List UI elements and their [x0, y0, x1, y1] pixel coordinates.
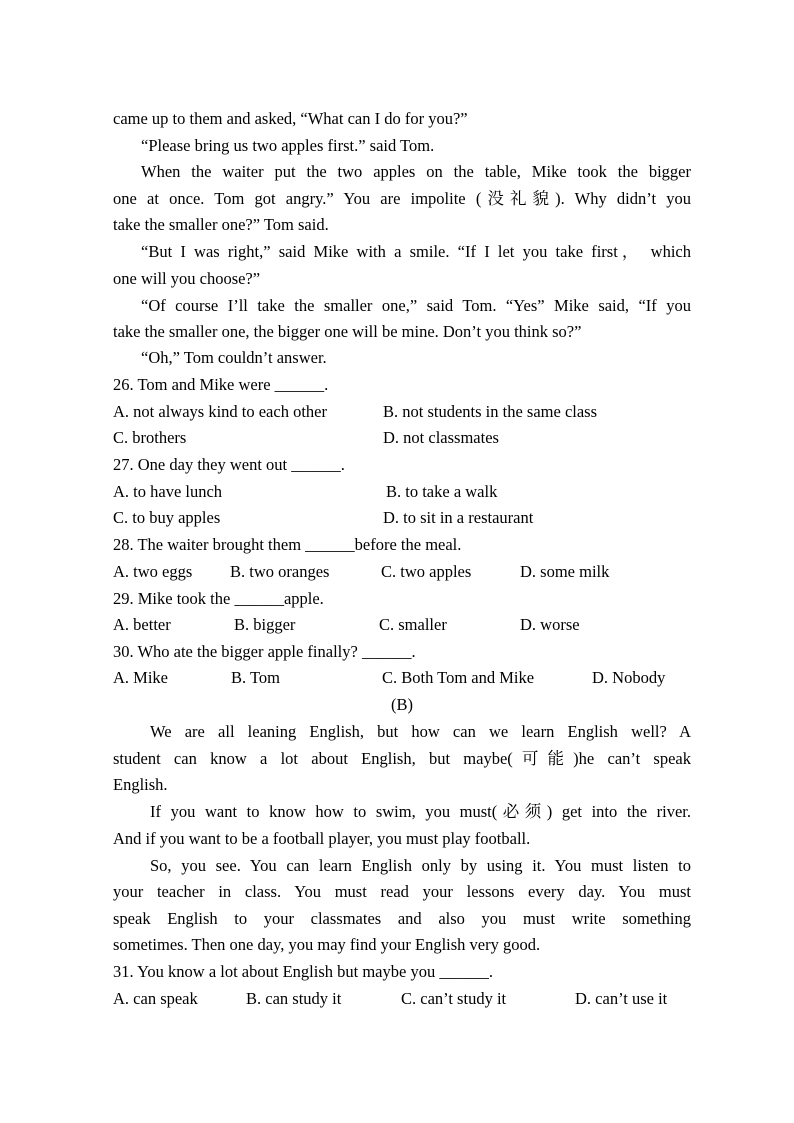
question-27-option-d[interactable]: D. to sit in a restaurant — [383, 508, 534, 527]
passage-b-line: So, you see. You can learn English only by using it. You must listen to — [150, 856, 691, 875]
passage-b-line: English. — [113, 775, 168, 794]
passage-b-line: student can know a lot about English, but maybe(可能)he can’t speak — [113, 749, 691, 768]
question-31-option-a[interactable]: A. can speak — [113, 989, 198, 1008]
question-28-option-c[interactable]: C. two apples — [381, 562, 472, 581]
passage-a-line: take the smaller one?” Tom said. — [113, 215, 329, 234]
section-b-heading: (B) — [391, 695, 413, 714]
question-26-stem: 26. Tom and Mike were ______. — [113, 375, 329, 394]
question-30-option-a[interactable]: A. Mike — [113, 668, 168, 687]
question-29-option-a[interactable]: A. better — [113, 615, 171, 634]
passage-a-line: “But I was right,” said Mike with a smile. “If I let you take first， which — [141, 242, 691, 261]
question-28-option-b[interactable]: B. two oranges — [230, 562, 330, 581]
passage-a-line: “Of course I’ll take the smaller one,” said Tom. “Yes” Mike said, “If you — [141, 296, 691, 315]
question-28-option-a[interactable]: A. two eggs — [113, 562, 193, 581]
question-26-option-b[interactable]: B. not students in the same class — [383, 402, 598, 421]
question-29-option-d[interactable]: D. worse — [520, 615, 580, 634]
question-30-option-d[interactable]: D. Nobody — [592, 668, 666, 687]
passage-b-line: And if you want to be a football player, you must play football. — [113, 829, 531, 848]
passage-a-line: came up to them and asked, “What can I do for you?” — [113, 109, 468, 128]
question-30-stem: 30. Who ate the bigger apple finally? ______. — [113, 642, 416, 661]
question-29-option-b[interactable]: B. bigger — [234, 615, 296, 634]
passage-a-line: When the waiter put the two apples on the table, Mike took the bigger — [141, 162, 691, 181]
question-27-stem: 27. One day they went out ______. — [113, 455, 345, 474]
question-26-option-d[interactable]: D. not classmates — [383, 428, 499, 447]
passage-b-line: If you want to know how to swim, you must(必须) get into the river. — [150, 802, 691, 821]
question-27-option-c[interactable]: C. to buy apples — [113, 508, 221, 527]
question-30-option-b[interactable]: B. Tom — [231, 668, 280, 687]
question-27-option-a[interactable]: A. to have lunch — [113, 482, 223, 501]
question-29-stem: 29. Mike took the ______apple. — [113, 589, 324, 608]
passage-a-line: take the smaller one, the bigger one will be mine. Don’t you think so?” — [113, 322, 582, 341]
question-26-option-a[interactable]: A. not always kind to each other — [113, 402, 327, 421]
passage-a-line: one at once. Tom got angry.” You are impolite (没礼貌). Why didn’t you — [113, 189, 691, 208]
question-29-option-c[interactable]: C. smaller — [379, 615, 447, 634]
question-31-stem: 31. You know a lot about English but maybe you ______. — [113, 962, 493, 981]
passage-b-line: We are all leaning English, but how can we learn English well? A — [150, 722, 691, 741]
passage-a-line: one will you choose?” — [113, 269, 261, 288]
question-30-option-c[interactable]: C. Both Tom and Mike — [382, 668, 535, 687]
passage-b-line: sometimes. Then one day, you may find your English very good. — [113, 935, 541, 954]
question-28-stem: 28. The waiter brought them ______before the meal. — [113, 535, 462, 554]
question-28-option-d[interactable]: D. some milk — [520, 562, 610, 581]
question-31-option-b[interactable]: B. can study it — [246, 989, 342, 1008]
passage-a-line: “Please bring us two apples first.” said Tom. — [141, 136, 435, 155]
question-27-option-b[interactable]: B. to take a walk — [386, 482, 498, 501]
question-31-option-d[interactable]: D. can’t use it — [575, 989, 668, 1008]
passage-b-line: speak English to your classmates and also you must write something — [113, 909, 691, 928]
question-26-option-c[interactable]: C. brothers — [113, 428, 187, 447]
question-31-option-c[interactable]: C. can’t study it — [401, 989, 507, 1008]
passage-a-line: “Oh,” Tom couldn’t answer. — [141, 348, 327, 367]
passage-b-line: your teacher in class. You must read your lessons every day. You must — [113, 882, 691, 901]
